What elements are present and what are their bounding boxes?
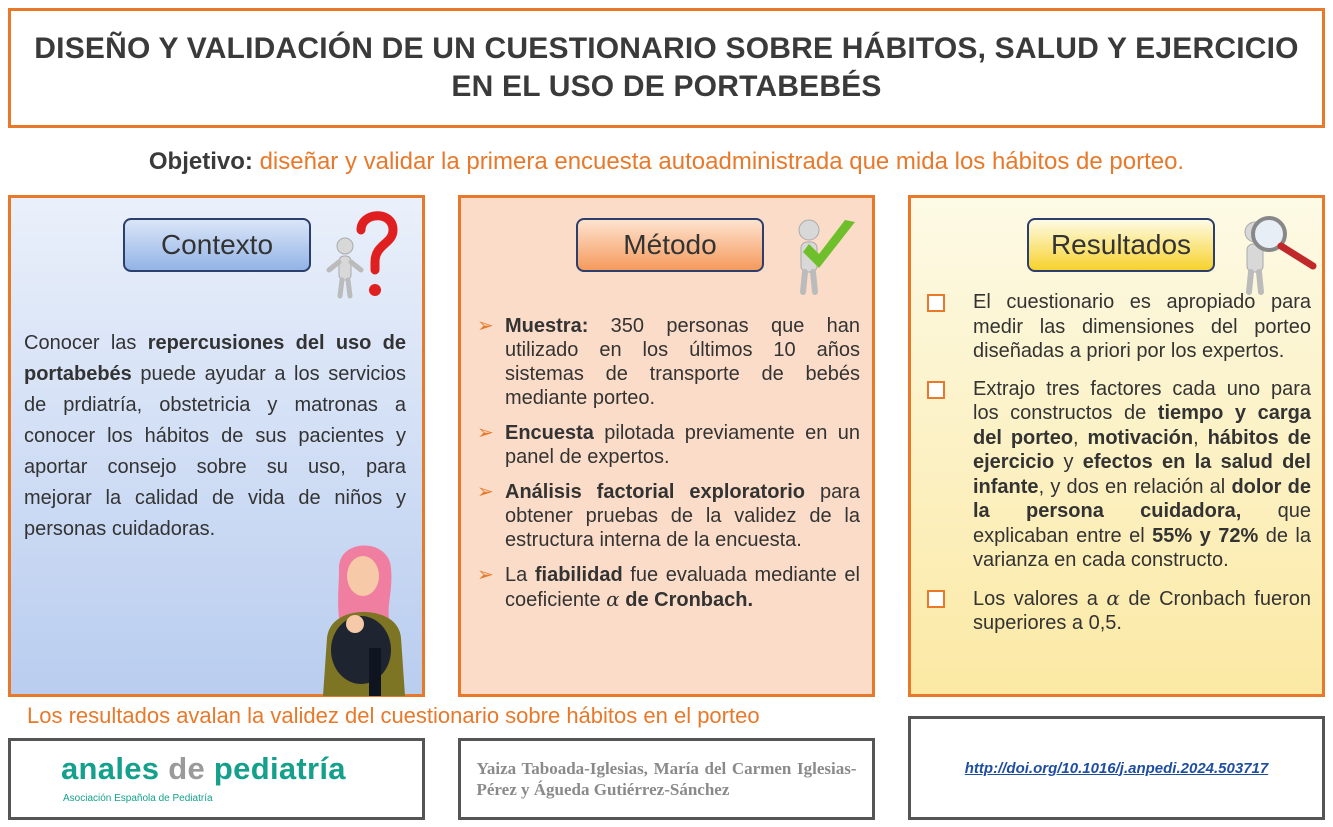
objective-label: Objetivo: [148, 148, 253, 175]
resultados-list [927, 290, 1311, 649]
title-line-2: EN EL USO DE PORTABEBÉS [451, 70, 882, 103]
logo-text-part: anales [61, 751, 169, 786]
metodo-item-text: pilotada previamente en un panel de expertos. [505, 422, 860, 468]
contexto-text [24, 328, 406, 545]
journal-subtitle: Asociación Española de Pediatría [63, 793, 213, 804]
resultados-item-bold: tiempo y carga del porteo [973, 402, 1311, 449]
metodo-heading: Método [576, 218, 764, 272]
metodo-item-bold: Análisis factorial exploratorio [505, 481, 805, 503]
contexto-text-part: Conocer las [24, 332, 148, 354]
resultados-heading: Resultados [1027, 218, 1215, 272]
resultados-item-text: , y dos en relación al [1038, 475, 1232, 498]
resultados-item-bold: 55% y 72% [1152, 524, 1259, 547]
alpha-symbol: α [606, 587, 620, 611]
conclusion: Los resultados avalan la validez del cuestionario sobre hábitos en el porteo [27, 703, 760, 728]
arrow-bullet-icon: ➢ [477, 422, 494, 444]
contexto-text-bold: repercusiones del uso de portabebés [24, 332, 406, 385]
resultados-item-2 [927, 377, 1311, 573]
resultados-item-bold: motivación [1087, 426, 1194, 449]
resultados-item-3 [927, 586, 1311, 636]
doi-box [908, 716, 1325, 820]
metodo-panel [458, 195, 875, 697]
checkbox-bullet-icon [927, 590, 945, 608]
mother-baby-illustration [309, 538, 413, 696]
metodo-item-encuesta [477, 421, 860, 469]
question-figure-icon [323, 208, 399, 300]
objective-text: diseñar y validar la primera encuesta autoadministrada que mida los hábitos de porteo. [252, 148, 1185, 175]
contexto-panel [8, 195, 425, 697]
logo-text-part: pediatría [205, 751, 346, 786]
journal-logo-box [8, 738, 425, 820]
metodo-item-bold: Muestra: [505, 315, 589, 337]
metodo-item-fiabilidad [477, 563, 860, 612]
metodo-item-bold: de Cronbach. [619, 589, 754, 611]
resultados-item-text: y [1054, 451, 1083, 473]
logo-text-part: de [168, 751, 206, 786]
metodo-item-analisis [477, 480, 860, 552]
resultados-item-text: de la varianza en cada constructo. [973, 524, 1311, 571]
metodo-item-text: fue evaluada mediante el coeficiente [505, 564, 860, 611]
contexto-heading: Contexto [123, 218, 311, 272]
resultados-item-text: , [1073, 426, 1088, 449]
metodo-list [477, 314, 860, 623]
contexto-text-part: puede ayudar a los servicios de prdiatría, obstetricia y matronas a conocer los hábitos de sus pacientes y aportar consejo sobre su uso, para mejorar la calidad de vida de niños y personas cuidadoras. [24, 363, 406, 540]
arrow-bullet-icon: ➢ [477, 564, 494, 586]
resultados-item-text: Extrajo tres factores cada uno para los constructos de [973, 377, 1311, 424]
resultados-item-text: que explicaban entre el [973, 500, 1311, 547]
metodo-item-bold: fiabilidad [534, 564, 623, 586]
metodo-item-bold: Encuesta [505, 422, 594, 444]
checkbox-bullet-icon [927, 294, 945, 312]
magnifier-figure-icon [1233, 208, 1319, 296]
authors-box [458, 738, 875, 820]
metodo-item-muestra [477, 314, 860, 410]
resultados-item-text: de Cronbach fueron superiores a 0,5. [973, 587, 1311, 634]
metodo-item-text: para obtener pruebas de la validez de la estructura interna de la encuesta. [505, 481, 860, 551]
alpha-symbol: α [1106, 585, 1120, 610]
resultados-panel [908, 195, 1325, 697]
title-box [8, 8, 1325, 128]
metodo-item-text: 350 personas que han utilizado en los últimos 10 años sistemas de transporte de bebés mediante porteo. [505, 315, 860, 409]
resultados-item-bold: hábitos de ejercicio [973, 426, 1311, 473]
resultados-item-bold: efectos en la salud del infante [973, 451, 1311, 498]
arrow-bullet-icon: ➢ [477, 315, 494, 337]
journal-logo [61, 751, 346, 787]
metodo-item-text: La [505, 564, 535, 586]
resultados-item-1 [927, 290, 1311, 364]
authors: Yaiza Taboada-Iglesias, María del Carmen Iglesias-Pérez y Águeda Gutiérrez-Sánchez [476, 759, 857, 799]
resultados-item-text: El cuestionario es apropiado para medir las dimensiones del porteo diseñadas a priori por los expertos. [973, 291, 1311, 362]
resultados-item-text: Los valores a [973, 587, 1107, 610]
checkmark-figure-icon [783, 208, 859, 296]
resultados-item-bold: dolor de la persona cuidadora, [973, 475, 1312, 522]
doi-link[interactable]: http://doi.org/10.1016/j.anpedi.2024.503717 [964, 759, 1269, 777]
resultados-item-text: , [1193, 426, 1208, 449]
title-line-1: DISEÑO Y VALIDACIÓN DE UN CUESTIONARIO SOBRE HÁBITOS, SALUD Y EJERCICIO [34, 32, 1299, 65]
arrow-bullet-icon: ➢ [477, 481, 494, 503]
objective [0, 148, 1333, 176]
checkbox-bullet-icon [927, 381, 945, 399]
